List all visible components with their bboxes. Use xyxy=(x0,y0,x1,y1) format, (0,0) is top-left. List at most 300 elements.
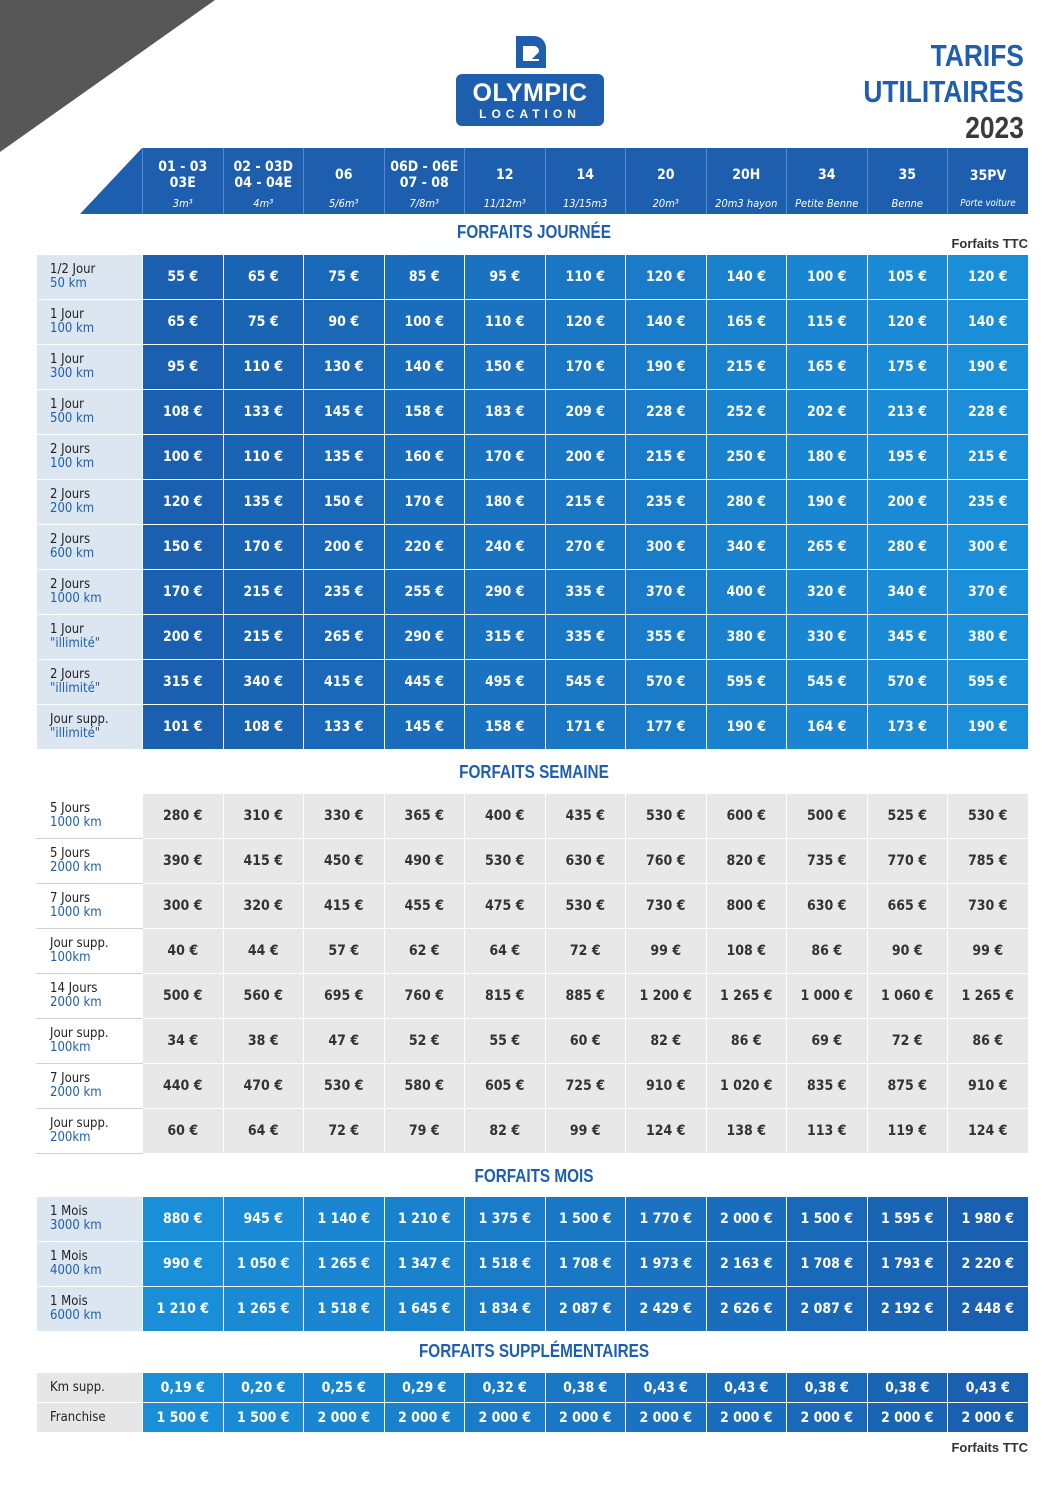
row-label-duration: 2 Jours xyxy=(50,577,91,592)
price-cell: 171 € xyxy=(545,705,626,750)
price-cell: 0,43 € xyxy=(626,1373,707,1403)
price-cell: 820 € xyxy=(706,839,787,884)
table-row xyxy=(37,974,1029,1019)
price-cell: 530 € xyxy=(304,1064,385,1109)
price-cell: 725 € xyxy=(545,1064,626,1109)
row-label xyxy=(37,839,143,884)
table-row xyxy=(37,839,1029,884)
price-cell: 38 € xyxy=(223,1019,304,1064)
price-cell: 0,32 € xyxy=(465,1373,546,1403)
row-label-duration: 2 Jours xyxy=(50,532,91,547)
price-cell: 0,29 € xyxy=(384,1373,465,1403)
price-cell: 55 € xyxy=(143,255,224,300)
table-row xyxy=(37,525,1029,570)
column-volume: Porte voiture xyxy=(960,197,1016,209)
price-cell: 65 € xyxy=(143,300,224,345)
row-label xyxy=(37,794,143,839)
price-cell: 140 € xyxy=(948,300,1029,345)
price-cell: 133 € xyxy=(223,390,304,435)
ttc-note-bottom: Forfaits TTC xyxy=(951,1440,1028,1455)
price-cell: 158 € xyxy=(465,705,546,750)
price-cell: 1 200 € xyxy=(626,974,707,1019)
row-label xyxy=(37,255,143,300)
price-cell: 570 € xyxy=(626,660,707,705)
column-volume: 7/8m³ xyxy=(409,196,440,210)
price-cell: 44 € xyxy=(223,929,304,974)
column-volume: 20m3 hayon xyxy=(715,196,778,210)
column-code: 20H xyxy=(732,166,761,183)
table-row xyxy=(37,255,1029,300)
column-header xyxy=(304,148,385,214)
table-row xyxy=(37,390,1029,435)
price-cell: 200 € xyxy=(867,480,948,525)
price-cell: 100 € xyxy=(787,255,868,300)
row-label-duration: Jour supp. xyxy=(50,936,109,951)
price-cell: 300 € xyxy=(143,884,224,929)
row-label-duration: 5 Jours xyxy=(50,801,91,816)
row-label xyxy=(37,480,143,525)
price-cell: 560 € xyxy=(223,974,304,1019)
price-cell: 2 000 € xyxy=(626,1403,707,1433)
row-label xyxy=(37,1242,143,1287)
price-cell: 605 € xyxy=(465,1064,546,1109)
price-cell: 90 € xyxy=(867,929,948,974)
price-cell: 815 € xyxy=(465,974,546,1019)
price-cell: 215 € xyxy=(706,345,787,390)
price-cell: 1 265 € xyxy=(948,974,1029,1019)
price-cell: 64 € xyxy=(465,929,546,974)
table-row xyxy=(37,1064,1029,1109)
price-cell: 95 € xyxy=(465,255,546,300)
row-label xyxy=(37,1287,143,1332)
price-cell: 200 € xyxy=(304,525,385,570)
price-cell: 0,43 € xyxy=(948,1373,1029,1403)
olympic-logo xyxy=(456,34,604,126)
row-label-distance: 100km xyxy=(50,1040,91,1055)
row-label-duration: 5 Jours xyxy=(50,846,91,861)
price-cell: 1 265 € xyxy=(223,1287,304,1332)
price-cell: 335 € xyxy=(545,570,626,615)
row-label-duration: Franchise xyxy=(50,1409,106,1425)
row-label-duration: 14 Jours xyxy=(50,981,98,996)
row-label-duration: 1 Jour xyxy=(50,352,84,367)
row-label-distance: 300 km xyxy=(50,366,95,381)
price-cell: 202 € xyxy=(787,390,868,435)
price-cell: 69 € xyxy=(787,1019,868,1064)
price-cell: 315 € xyxy=(465,615,546,660)
row-label-duration: 1 Mois xyxy=(50,1204,88,1219)
price-cell: 124 € xyxy=(948,1109,1029,1154)
month-table xyxy=(36,1196,1029,1332)
price-cell: 2 448 € xyxy=(948,1287,1029,1332)
section-title-week: FORFAITS SEMAINE xyxy=(459,762,609,782)
row-label-distance: 1000 km xyxy=(50,905,102,920)
row-label xyxy=(37,884,143,929)
price-cell: 415 € xyxy=(304,660,385,705)
price-cell: 150 € xyxy=(143,525,224,570)
price-cell: 160 € xyxy=(384,435,465,480)
price-cell: 2 429 € xyxy=(626,1287,707,1332)
price-cell: 345 € xyxy=(867,615,948,660)
row-label xyxy=(37,345,143,390)
title-line2: UTILITAIRES xyxy=(863,74,1024,109)
price-cell: 108 € xyxy=(143,390,224,435)
price-cell: 1 500 € xyxy=(143,1403,224,1433)
price-cell: 0,20 € xyxy=(223,1373,304,1403)
price-cell: 2 000 € xyxy=(948,1403,1029,1433)
price-cell: 72 € xyxy=(304,1109,385,1154)
table-row xyxy=(37,929,1029,974)
price-cell: 60 € xyxy=(545,1019,626,1064)
price-cell: 335 € xyxy=(545,615,626,660)
price-cell: 340 € xyxy=(867,570,948,615)
corner-decoration xyxy=(0,0,215,152)
price-cell: 730 € xyxy=(948,884,1029,929)
table-row xyxy=(37,794,1029,839)
price-cell: 200 € xyxy=(545,435,626,480)
row-label xyxy=(37,390,143,435)
column-header xyxy=(384,148,465,214)
price-cell: 170 € xyxy=(223,525,304,570)
row-label-distance: 200 km xyxy=(50,501,95,516)
price-cell: 110 € xyxy=(545,255,626,300)
price-cell: 665 € xyxy=(867,884,948,929)
price-cell: 140 € xyxy=(626,300,707,345)
page-title xyxy=(835,38,1024,146)
row-label-duration: 1 Jour xyxy=(50,397,84,412)
price-cell: 130 € xyxy=(304,345,385,390)
row-label-duration: 1 Mois xyxy=(50,1249,88,1264)
price-cell: 300 € xyxy=(626,525,707,570)
row-label-duration: 1 Jour xyxy=(50,622,84,637)
table-row xyxy=(37,1109,1029,1154)
column-header xyxy=(545,148,626,214)
price-cell: 370 € xyxy=(626,570,707,615)
column-volume: 20m³ xyxy=(652,196,679,210)
row-label xyxy=(37,1403,143,1433)
price-cell: 120 € xyxy=(948,255,1029,300)
price-cell: 110 € xyxy=(223,435,304,480)
row-label xyxy=(37,300,143,345)
price-cell: 280 € xyxy=(867,525,948,570)
price-cell: 180 € xyxy=(787,435,868,480)
price-cell: 235 € xyxy=(948,480,1029,525)
price-cell: 1 020 € xyxy=(706,1064,787,1109)
price-cell: 190 € xyxy=(626,345,707,390)
price-cell: 1 210 € xyxy=(143,1287,224,1332)
price-cell: 270 € xyxy=(545,525,626,570)
price-cell: 500 € xyxy=(787,794,868,839)
price-cell: 1 500 € xyxy=(223,1403,304,1433)
column-code: 12 xyxy=(495,166,514,183)
price-cell: 910 € xyxy=(626,1064,707,1109)
price-cell: 760 € xyxy=(384,974,465,1019)
extra-table xyxy=(36,1372,1029,1433)
price-cell: 47 € xyxy=(304,1019,385,1064)
price-cell: 340 € xyxy=(706,525,787,570)
column-code: 06D - 06E 07 - 08 xyxy=(390,158,459,191)
price-cell: 530 € xyxy=(626,794,707,839)
price-cell: 990 € xyxy=(143,1242,224,1287)
row-label-duration: 1 Mois xyxy=(50,1294,88,1309)
price-cell: 215 € xyxy=(545,480,626,525)
price-cell: 1 500 € xyxy=(787,1197,868,1242)
price-cell: 220 € xyxy=(384,525,465,570)
column-header xyxy=(706,148,787,214)
row-label xyxy=(37,1109,143,1154)
row-label-distance: 100 km xyxy=(50,456,95,471)
price-cell: 65 € xyxy=(223,255,304,300)
price-cell: 370 € xyxy=(948,570,1029,615)
price-cell: 280 € xyxy=(143,794,224,839)
price-cell: 415 € xyxy=(223,839,304,884)
price-cell: 228 € xyxy=(626,390,707,435)
price-cell: 150 € xyxy=(304,480,385,525)
table-row xyxy=(37,570,1029,615)
price-cell: 0,38 € xyxy=(867,1373,948,1403)
price-cell: 62 € xyxy=(384,929,465,974)
price-cell: 170 € xyxy=(465,435,546,480)
price-cell: 580 € xyxy=(384,1064,465,1109)
price-cell: 215 € xyxy=(948,435,1029,480)
price-cell: 213 € xyxy=(867,390,948,435)
price-cell: 320 € xyxy=(787,570,868,615)
price-cell: 525 € xyxy=(867,794,948,839)
table-row xyxy=(37,705,1029,750)
price-cell: 138 € xyxy=(706,1109,787,1154)
price-cell: 135 € xyxy=(304,435,385,480)
price-cell: 495 € xyxy=(465,660,546,705)
price-cell: 175 € xyxy=(867,345,948,390)
price-cell: 82 € xyxy=(465,1109,546,1154)
price-cell: 435 € xyxy=(545,794,626,839)
title-line1: TARIFS xyxy=(930,38,1024,73)
section-title-extra: FORFAITS SUPPLÉMENTAIRES xyxy=(418,1341,650,1361)
price-cell: 440 € xyxy=(143,1064,224,1109)
day-table xyxy=(36,254,1029,750)
price-cell: 215 € xyxy=(223,570,304,615)
price-cell: 252 € xyxy=(706,390,787,435)
price-cell: 120 € xyxy=(545,300,626,345)
price-cell: 86 € xyxy=(948,1019,1029,1064)
price-cell: 330 € xyxy=(787,615,868,660)
price-cell: 455 € xyxy=(384,884,465,929)
section-title-month: FORFAITS MOIS xyxy=(474,1166,594,1186)
row-label-distance: 500 km xyxy=(50,411,95,426)
price-cell: 1 518 € xyxy=(465,1242,546,1287)
price-cell: 595 € xyxy=(948,660,1029,705)
price-cell: 355 € xyxy=(626,615,707,660)
row-label xyxy=(37,1064,143,1109)
price-cell: 120 € xyxy=(143,480,224,525)
price-cell: 99 € xyxy=(545,1109,626,1154)
column-code: 02 - 03D 04 - 04E xyxy=(233,158,293,191)
price-cell: 600 € xyxy=(706,794,787,839)
price-cell: 0,43 € xyxy=(706,1373,787,1403)
row-label-duration: Km supp. xyxy=(50,1379,105,1395)
price-cell: 545 € xyxy=(787,660,868,705)
row-label xyxy=(37,929,143,974)
row-label xyxy=(37,525,143,570)
row-label xyxy=(37,660,143,705)
price-cell: 1 375 € xyxy=(465,1197,546,1242)
logo-wordmark xyxy=(456,74,604,126)
price-cell: 64 € xyxy=(223,1109,304,1154)
price-cell: 34 € xyxy=(143,1019,224,1064)
table-row xyxy=(37,615,1029,660)
price-cell: 235 € xyxy=(304,570,385,615)
table-row xyxy=(37,1019,1029,1064)
price-cell: 170 € xyxy=(143,570,224,615)
price-cell: 101 € xyxy=(143,705,224,750)
price-cell: 82 € xyxy=(626,1019,707,1064)
price-cell: 400 € xyxy=(465,794,546,839)
table-row xyxy=(37,435,1029,480)
price-cell: 290 € xyxy=(465,570,546,615)
row-label-distance: 2000 km xyxy=(50,1085,102,1100)
price-cell: 100 € xyxy=(143,435,224,480)
row-label-distance: 4000 km xyxy=(50,1263,102,1278)
price-cell: 177 € xyxy=(626,705,707,750)
price-cell: 2 220 € xyxy=(948,1242,1029,1287)
price-cell: 190 € xyxy=(948,345,1029,390)
price-cell: 880 € xyxy=(143,1197,224,1242)
price-cell: 228 € xyxy=(948,390,1029,435)
price-cell: 470 € xyxy=(223,1064,304,1109)
price-cell: 1 347 € xyxy=(384,1242,465,1287)
price-cell: 158 € xyxy=(384,390,465,435)
row-label-duration: 2 Jours xyxy=(50,442,91,457)
price-cell: 2 000 € xyxy=(706,1403,787,1433)
price-cell: 2 087 € xyxy=(545,1287,626,1332)
price-cell: 530 € xyxy=(545,884,626,929)
price-cell: 380 € xyxy=(706,615,787,660)
column-volume: Petite Benne xyxy=(795,196,859,210)
column-header xyxy=(948,148,1029,214)
column-header xyxy=(465,148,546,214)
price-cell: 95 € xyxy=(143,345,224,390)
price-cell: 255 € xyxy=(384,570,465,615)
row-label xyxy=(37,570,143,615)
price-cell: 1 645 € xyxy=(384,1287,465,1332)
price-cell: 2 192 € xyxy=(867,1287,948,1332)
price-cell: 86 € xyxy=(787,929,868,974)
brand-subname: LOCATION xyxy=(479,107,581,121)
price-cell: 1 708 € xyxy=(787,1242,868,1287)
row-label-distance: 1000 km xyxy=(50,815,102,830)
table-row xyxy=(37,1373,1029,1403)
column-header xyxy=(223,148,304,214)
price-cell: 630 € xyxy=(787,884,868,929)
price-cell: 115 € xyxy=(787,300,868,345)
price-cell: 72 € xyxy=(867,1019,948,1064)
price-cell: 1 265 € xyxy=(706,974,787,1019)
price-cell: 340 € xyxy=(223,660,304,705)
price-cell: 770 € xyxy=(867,839,948,884)
price-cell: 280 € xyxy=(706,480,787,525)
price-cell: 215 € xyxy=(223,615,304,660)
table-row xyxy=(37,480,1029,525)
price-cell: 165 € xyxy=(787,345,868,390)
price-cell: 86 € xyxy=(706,1019,787,1064)
column-volume: 3m³ xyxy=(172,196,193,210)
column-volume: 5/6m³ xyxy=(328,196,359,210)
price-cell: 0,38 € xyxy=(545,1373,626,1403)
price-cell: 75 € xyxy=(304,255,385,300)
price-cell: 1 518 € xyxy=(304,1287,385,1332)
price-cell: 735 € xyxy=(787,839,868,884)
price-cell: 119 € xyxy=(867,1109,948,1154)
price-cell: 120 € xyxy=(867,300,948,345)
brand-name: OLYMPIC xyxy=(472,79,588,107)
price-cell: 1 834 € xyxy=(465,1287,546,1332)
price-cell: 183 € xyxy=(465,390,546,435)
row-label-duration: 2 Jours xyxy=(50,487,91,502)
price-cell: 120 € xyxy=(626,255,707,300)
price-cell: 235 € xyxy=(626,480,707,525)
price-cell: 545 € xyxy=(545,660,626,705)
column-code: 34 xyxy=(817,166,836,183)
column-code: 01 - 03 03E xyxy=(158,158,208,191)
price-cell: 1 060 € xyxy=(867,974,948,1019)
row-label-duration: 2 Jours xyxy=(50,667,91,682)
price-cell: 215 € xyxy=(626,435,707,480)
price-cell: 1 210 € xyxy=(384,1197,465,1242)
table-row xyxy=(37,1242,1029,1287)
row-label-distance: "illimité" xyxy=(50,681,101,696)
price-cell: 570 € xyxy=(867,660,948,705)
row-label-distance: 50 km xyxy=(50,276,87,291)
price-cell: 0,19 € xyxy=(143,1373,224,1403)
price-cell: 910 € xyxy=(948,1064,1029,1109)
price-cell: 500 € xyxy=(143,974,224,1019)
price-cell: 2 000 € xyxy=(304,1403,385,1433)
price-cell: 190 € xyxy=(948,705,1029,750)
ttc-note-top: Forfaits TTC xyxy=(951,236,1028,251)
price-cell: 105 € xyxy=(867,255,948,300)
column-header-row xyxy=(36,148,1028,214)
price-cell: 380 € xyxy=(948,615,1029,660)
price-cell: 415 € xyxy=(304,884,385,929)
row-label xyxy=(37,435,143,480)
price-cell: 450 € xyxy=(304,839,385,884)
row-label-distance: 100 km xyxy=(50,321,95,336)
price-cell: 150 € xyxy=(465,345,546,390)
price-cell: 57 € xyxy=(304,929,385,974)
price-cell: 0,38 € xyxy=(787,1373,868,1403)
price-cell: 140 € xyxy=(384,345,465,390)
row-label-duration: 7 Jours xyxy=(50,891,91,906)
price-cell: 85 € xyxy=(384,255,465,300)
row-label xyxy=(37,1373,143,1403)
table-row xyxy=(37,1403,1029,1433)
price-cell: 190 € xyxy=(787,480,868,525)
column-code: 35PV xyxy=(969,167,1007,184)
price-cell: 445 € xyxy=(384,660,465,705)
price-cell: 835 € xyxy=(787,1064,868,1109)
row-label xyxy=(37,974,143,1019)
row-label-duration: Jour supp. xyxy=(50,1026,109,1041)
price-cell: 200 € xyxy=(143,615,224,660)
row-label-distance: "illimité" xyxy=(50,726,101,741)
column-header xyxy=(867,148,948,214)
row-label xyxy=(37,1197,143,1242)
column-header xyxy=(787,148,868,214)
row-label-duration: 1 Jour xyxy=(50,307,84,322)
price-cell: 110 € xyxy=(465,300,546,345)
price-cell: 145 € xyxy=(384,705,465,750)
column-volume: Benne xyxy=(891,196,924,210)
